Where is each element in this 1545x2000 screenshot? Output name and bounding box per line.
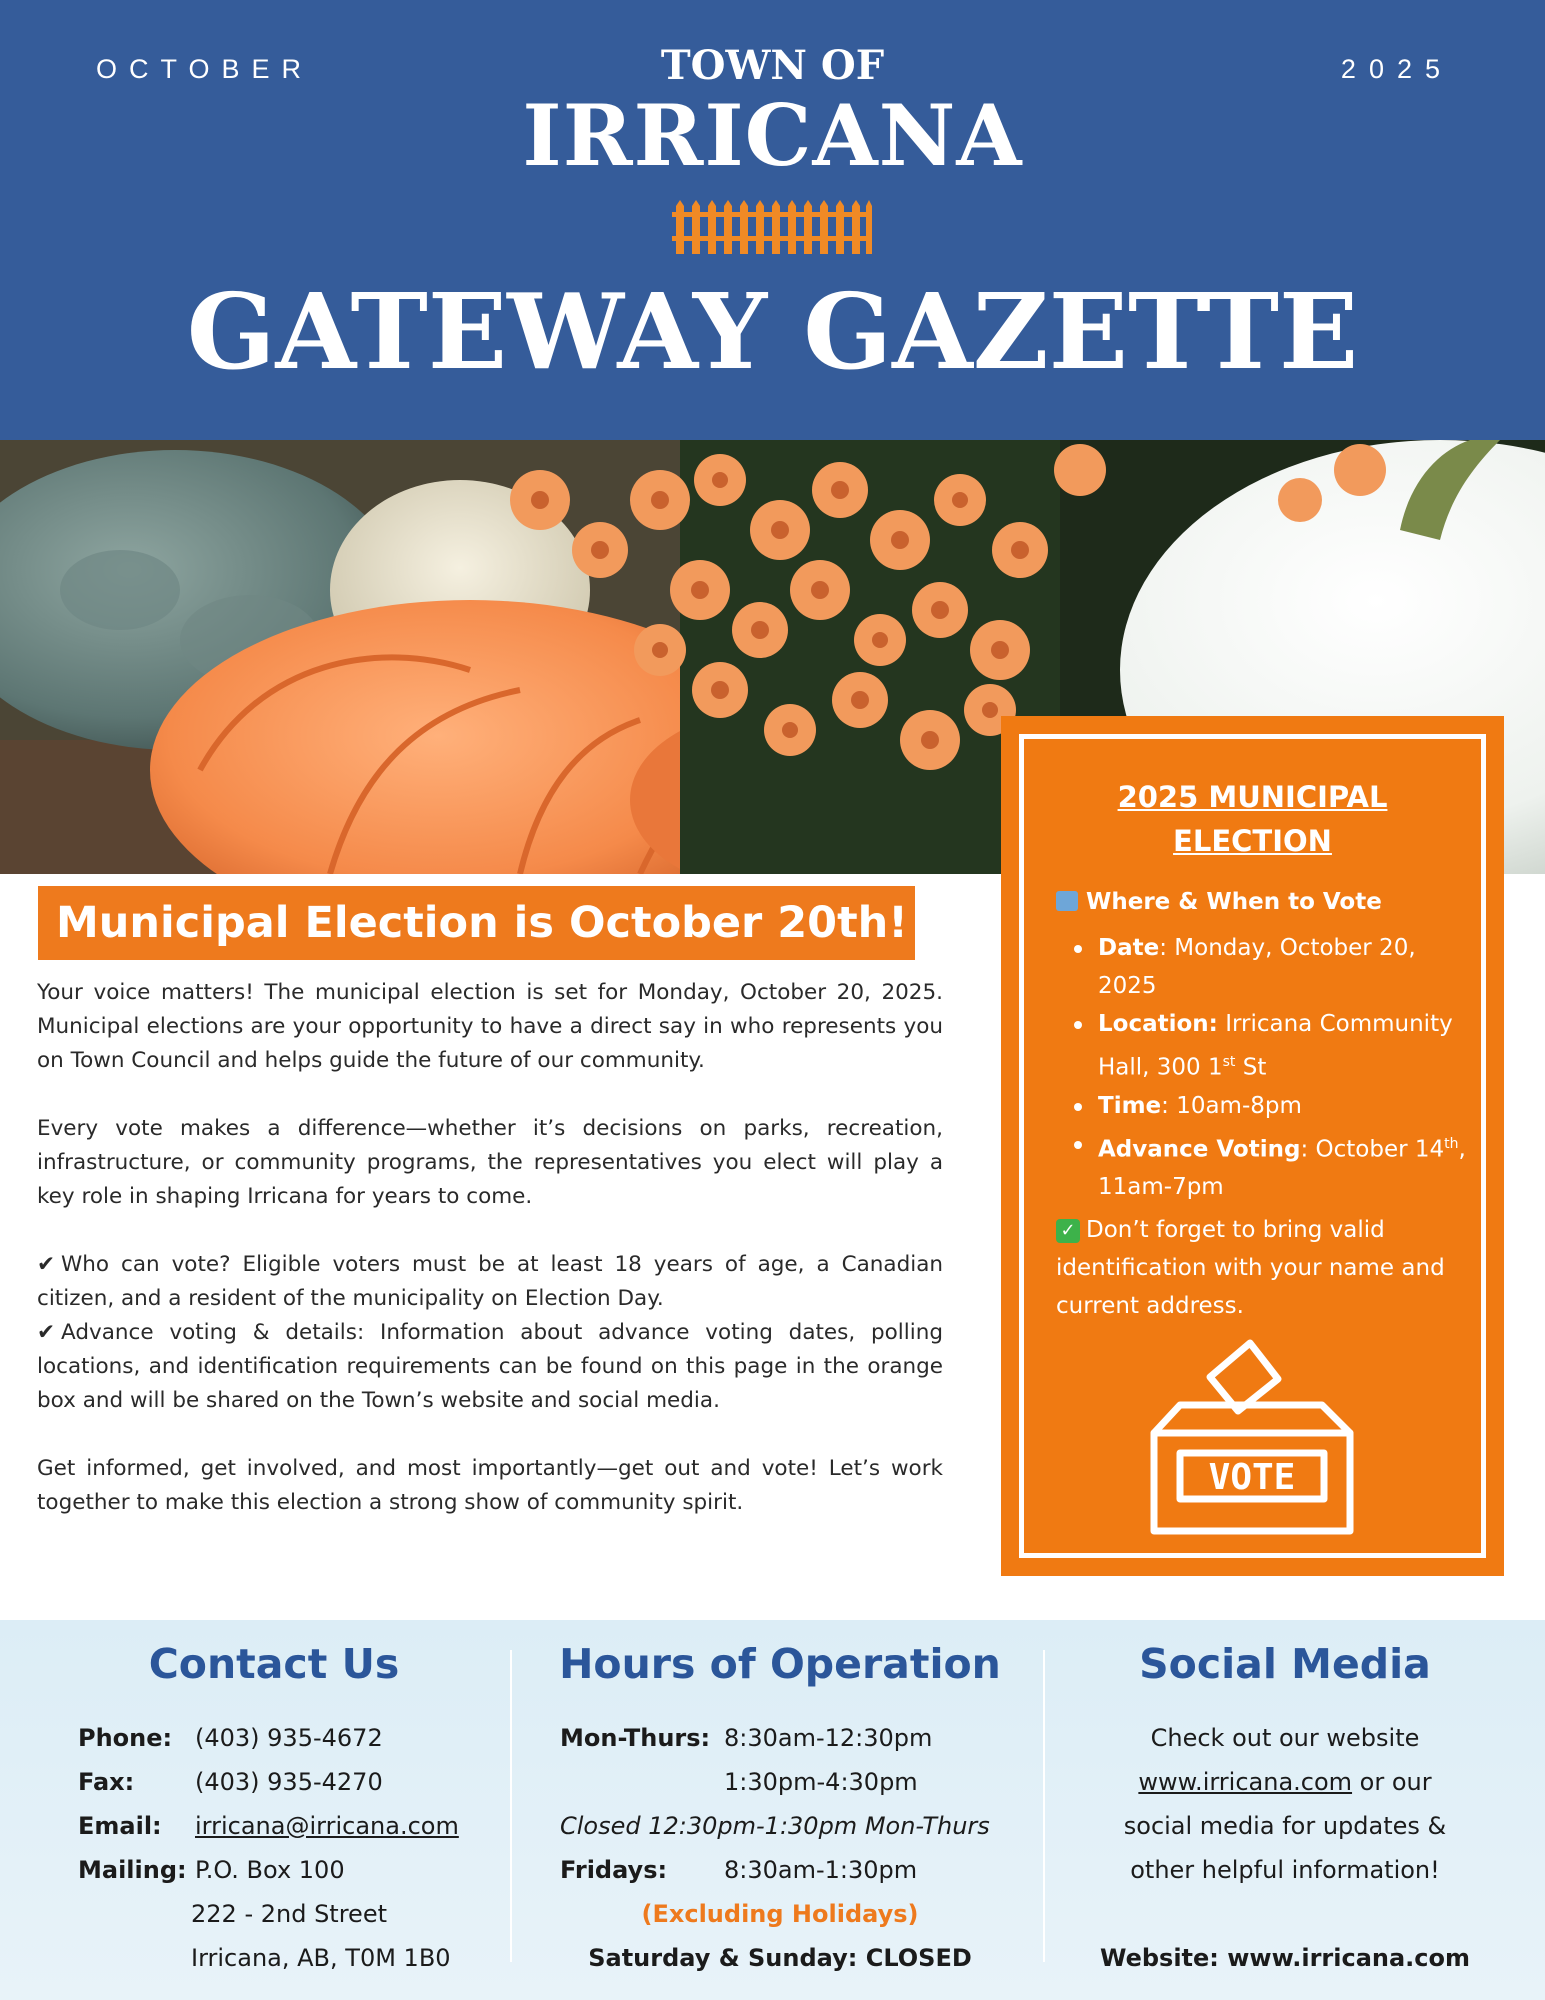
spacer: [1070, 1892, 1500, 1936]
green-check-icon: ✓: [1056, 1219, 1080, 1243]
social-text: social media for updates &: [1123, 1812, 1447, 1840]
issue-month: OCTOBER: [96, 54, 314, 84]
weekend-closed: Saturday & Sunday: CLOSED: [588, 1944, 972, 1972]
advance-voting-text: Advance voting & details: Information about advance voting dates, polling locations, and identification requirements can be found on this page in the orange box and will be shared on the Town’s website and social media.: [37, 1320, 943, 1413]
masthead: [0, 0, 1545, 440]
who-can-vote-item: [37, 1248, 943, 1316]
id-reminder: ✓ Don’t forget to bring valid identification with your name and current address.: [1056, 1217, 1445, 1319]
fax-number: (403) 935-4270: [195, 1768, 383, 1796]
newsletter-title: GATEWAY GAZETTE: [186, 270, 1359, 393]
social-text: Check out our website: [1150, 1724, 1420, 1752]
fax-row: Fax: (403) 935-4270: [78, 1768, 383, 1796]
footer-divider: [510, 1650, 512, 1962]
location-item: Location: Irricana Community Hall, 300 1st St: [1068, 1005, 1468, 1087]
footer: [0, 1620, 1545, 2000]
mon-thurs-afternoon: 1:30pm-4:30pm: [724, 1768, 918, 1796]
article-paragraph: Get informed, get involved, and most importantly—get out and vote! Let’s work together to make this election a strong show of community spirit.: [37, 1456, 943, 1515]
website-link[interactable]: www.irricana.com: [1138, 1768, 1353, 1796]
checkmark-icon: ✔: [37, 1320, 56, 1345]
mon-thurs-row: Mon-Thurs: 8:30am-12:30pm: [560, 1724, 933, 1752]
election-box-title: 2025 MUNICIPAL ELECTION: [1117, 780, 1388, 858]
phone-number: (403) 935-4672: [195, 1724, 383, 1752]
election-banner: [38, 886, 915, 960]
date-item: Date: Monday, October 20, 2025: [1068, 929, 1468, 1005]
hours-details: [560, 1716, 1020, 1980]
hours-heading: Hours of Operation: [559, 1640, 1001, 1688]
social-details: [1070, 1716, 1500, 1980]
article-paragraph: Your voice matters! The municipal election is set for Monday, October 20, 2025. Municipal elections are your opportunity to have a direct say in who represents you on Town Council and helps guide the future of our community.: [37, 980, 943, 1073]
ballot-box-icon: [1056, 891, 1078, 911]
holidays-note: (Excluding Holidays): [641, 1900, 919, 1928]
mailing-row: Mailing: P.O. Box 100: [78, 1856, 345, 1884]
election-info-box: [1001, 716, 1504, 1576]
advance-voting-info-item: Advance Voting: October 14th, 11am-7pm: [1068, 1125, 1468, 1207]
ballot-vote-text: VOTE: [1208, 1457, 1296, 1498]
website-line: www.irricana.com or our: [1138, 1768, 1432, 1796]
election-info-frame: [1019, 734, 1486, 1558]
email-row: Email: irricana@irricana.com: [78, 1812, 459, 1840]
social-text: other helpful information!: [1130, 1856, 1440, 1884]
election-details-list: [1068, 929, 1468, 1206]
fridays-row: Fridays: 8:30am-1:30pm: [560, 1856, 918, 1884]
ballot-box-vote-icon: [1150, 1339, 1354, 1535]
website-url[interactable]: Website: www.irricana.com: [1099, 1944, 1471, 1972]
fence-icon: [672, 198, 872, 254]
phone-row: Phone: (403) 935-4672: [78, 1724, 383, 1752]
social-heading: Social Media: [1139, 1640, 1431, 1688]
election-article: [37, 976, 943, 1554]
where-when-heading: Where & When to Vote: [1056, 889, 1382, 915]
mailing-street: 222 - 2nd Street: [191, 1900, 387, 1928]
election-headline: Municipal Election is October 20th!: [56, 898, 908, 948]
contact-details: [78, 1716, 498, 1980]
town-of-label: TOWN OF: [660, 42, 885, 89]
closed-note: Closed 12:30pm-1:30pm Mon-Thurs: [560, 1812, 990, 1840]
advance-voting-item: [37, 1316, 943, 1418]
article-paragraph: Every vote makes a difference—whether it’s decisions on parks, recreation, infrastructure, or community programs, the representatives you elect will play a key role in shaping Irricana for years to come.: [37, 1116, 943, 1209]
email-link[interactable]: irricana@irricana.com: [195, 1812, 459, 1840]
footer-divider: [1043, 1650, 1045, 1962]
contact-heading: Contact Us: [148, 1640, 400, 1688]
who-can-vote-text: Who can vote? Eligible voters must be at least 18 years of age, a Canadian citizen, and a resident of the municipality on Election Day.: [37, 1252, 943, 1311]
checkmark-icon: ✔: [37, 1252, 56, 1277]
mailing-city: Irricana, AB, T0M 1B0: [191, 1944, 451, 1972]
issue-year: 2025: [1340, 54, 1453, 84]
town-name: IRRICANA: [522, 86, 1023, 185]
time-item: Time: 10am-8pm: [1068, 1087, 1468, 1125]
